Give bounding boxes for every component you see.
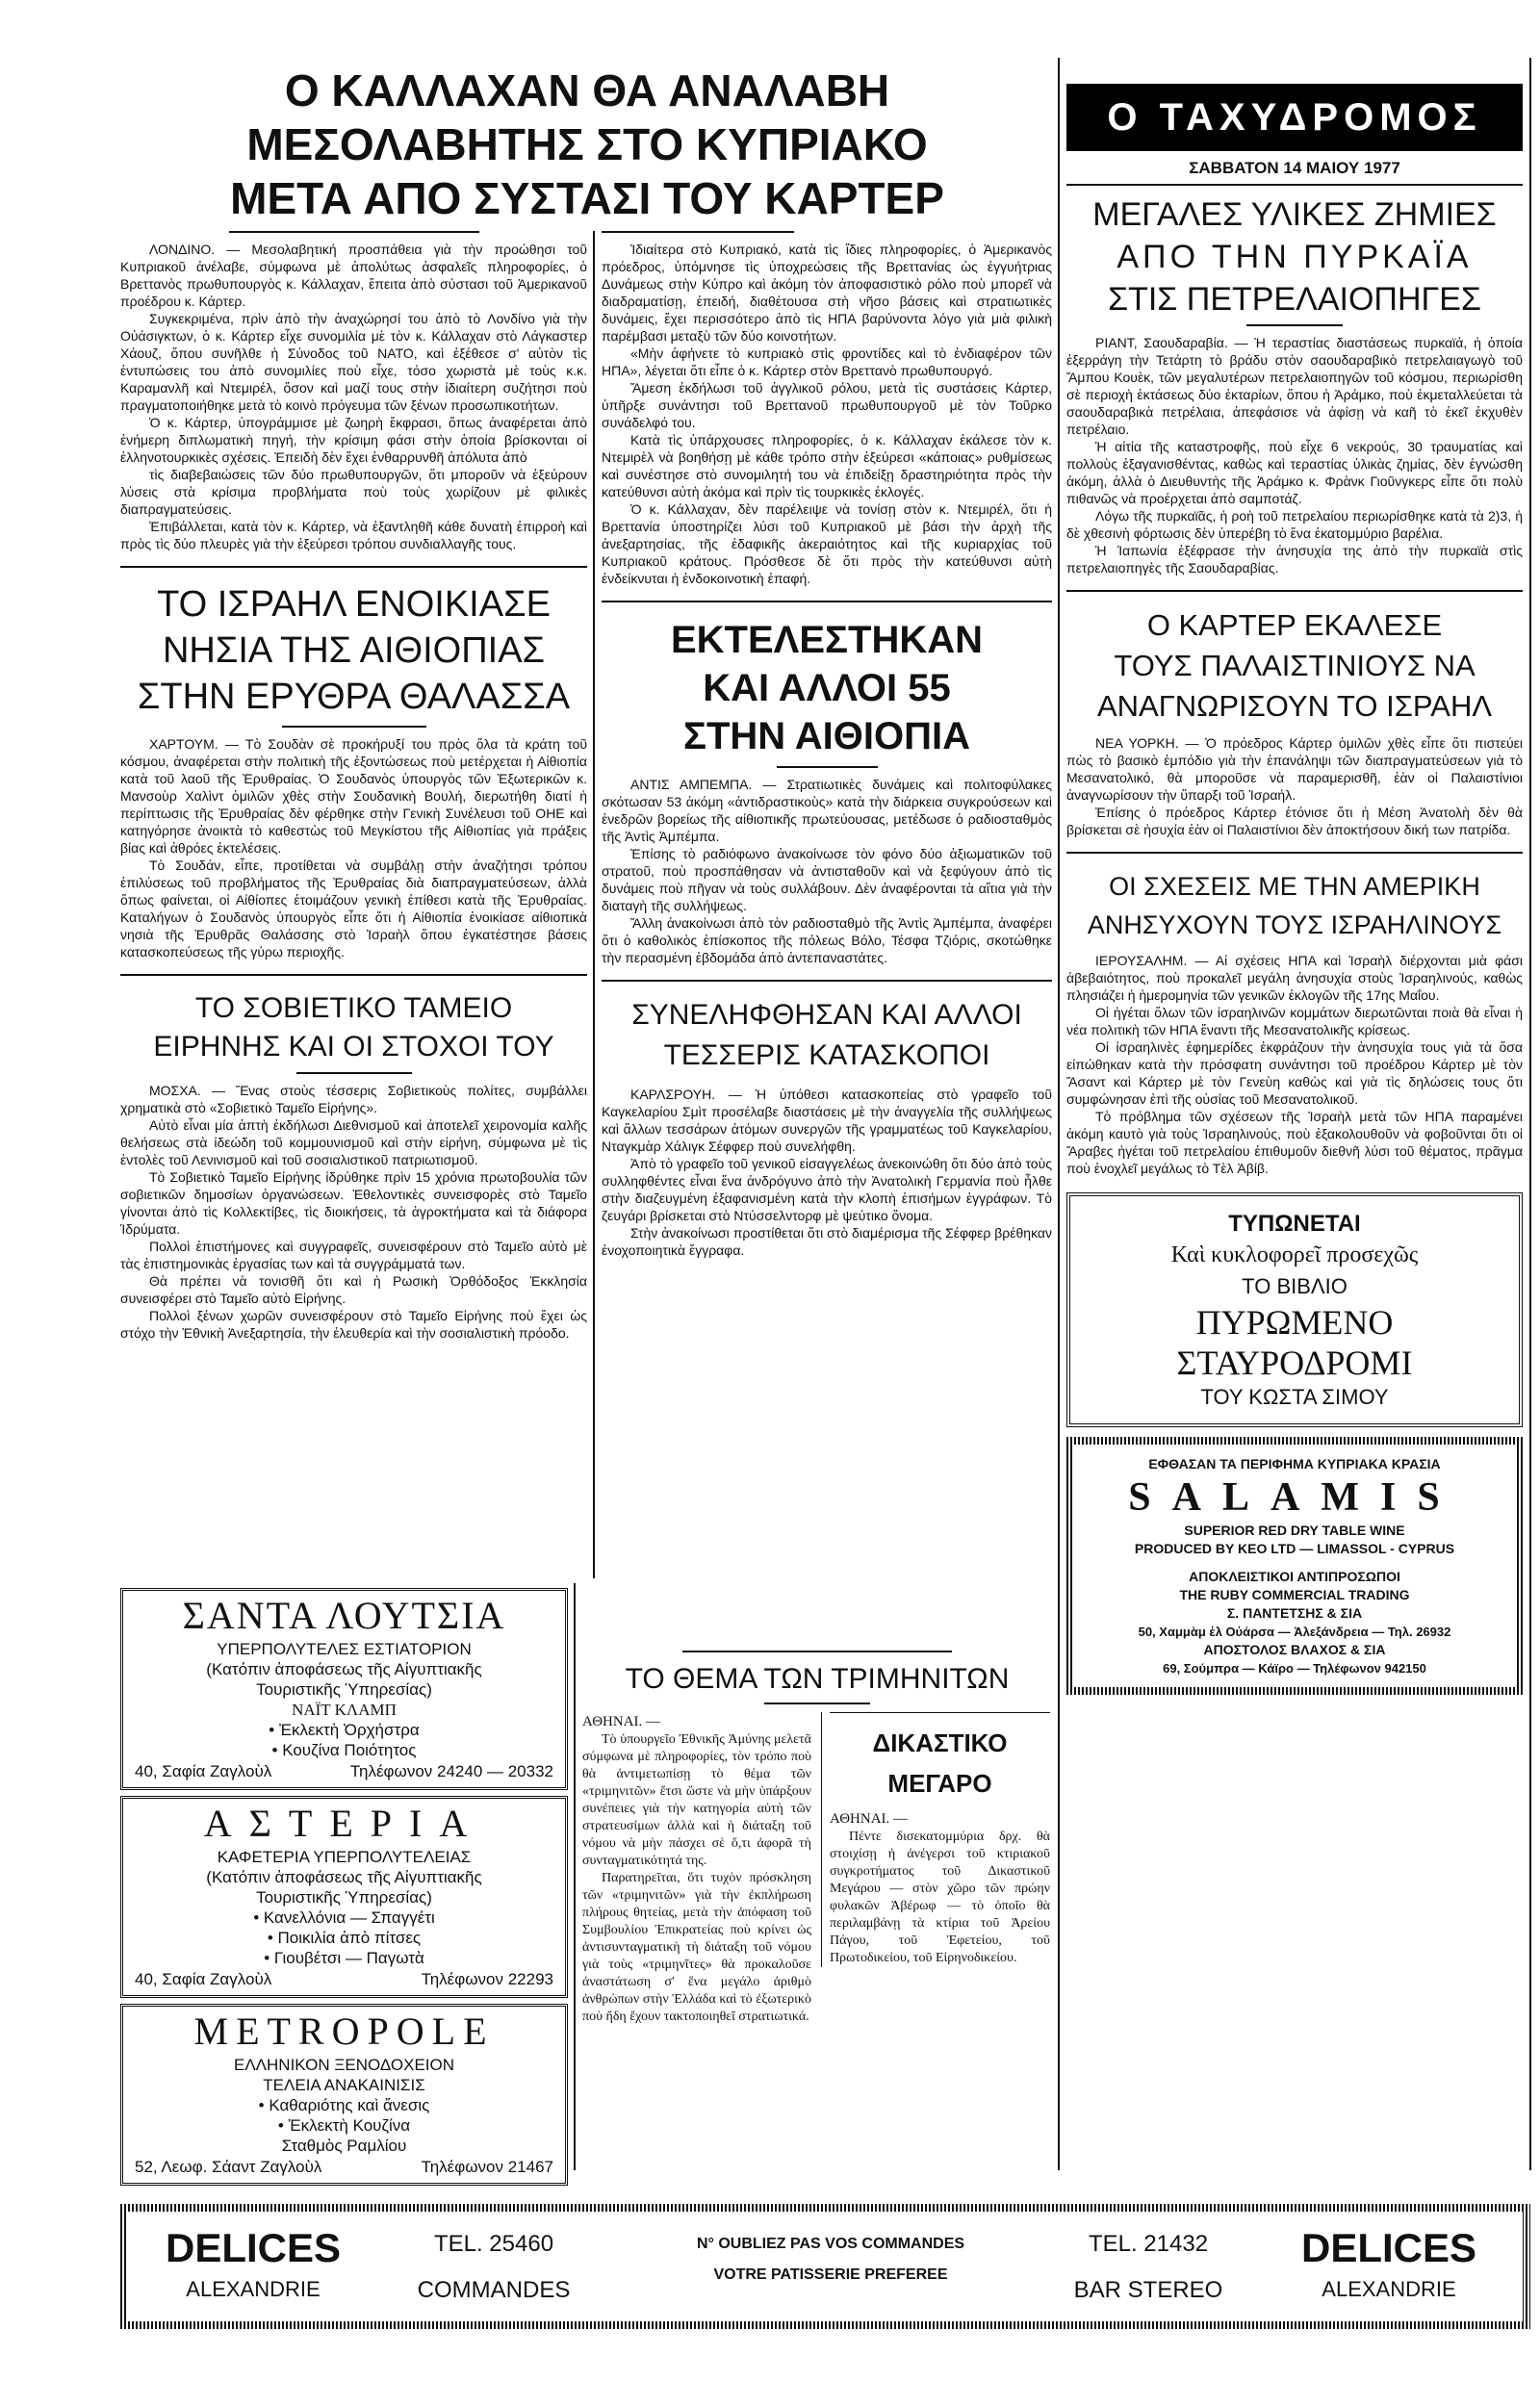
delices-left bbox=[147, 2223, 359, 2306]
headline-line: ΜΕΓΑΛΕΣ ΥΛΙΚΕΣ ΖΗΜΙΕΣ bbox=[1092, 196, 1497, 233]
paragraph: ΝΕΑ ΥΟΡΚΗ. — Ὁ πρόεδρος Κάρτερ ὁμιλῶν χθὲς εἶπε ὅτι πιστεύει πὼς τὸ βασικὸ ἐμπόδιο γιὰ τὴν ἐπανάληψι τῶν διαπραγματεύσεων γιὰ τὸ Μεσανατολικό, θὰ μποροῦσε νὰ παραμερισθῆ, ἐὰν οἱ Παλαιστίνιοι ἀναγνωρίσουν τὴν ὕπαρξι τοῦ Ἰσραήλ. bbox=[1066, 735, 1523, 803]
paragraph: Κατὰ τὶς ὑπάρχουσες πληροφορίες, ὁ κ. Κάλλαχαν ἐκάλεσε τὸν κ. Ντεμιρὲλ νὰ βοηθήσῃ μὲ κάθε τρόπο στὴν ἐξεύρεσι «κάποιας» ρυθμίσεως καὶ συνέστησε στὸ συνομιλητή του νὰ ἐπιδείξῃ δραστηριότητα πρὸς τὴν κατεύθυνσι αὐτὴ ἀκόμα καὶ πρὶν τὶς τουρκικὲς ἐκλογές. bbox=[602, 432, 1052, 499]
israel-lease-body bbox=[120, 735, 587, 960]
courthouse-headline bbox=[830, 1723, 1050, 1804]
ad-line: • Κανελλόνια — Σπαγγέτι bbox=[253, 1908, 435, 1927]
divider bbox=[830, 1712, 1050, 1713]
trimhnites-headline: ΤΟ ΘΕΜΑ ΤΩΝ ΤΡΙΜΗΝΙΤΩΝ bbox=[625, 1663, 1010, 1695]
paragraph: Τὸ πρόβλημα τῶν σχέσεων τῆς Ἰσραὴλ μετὰ τῶν ΗΠΑ παραμένει ἀκόμη καυτὸ γιὰ τοὺς Ἰσραηλινούς, ποὺ ἐξακολουθοῦν νὰ φοβοῦνται ὅτι οἱ Ἄραβες ἡγέται τοῦ πετρελαίου ἐπιθυμοῦν διεθνῆ λύσι τοῦ θέματος, πρᾶγμα ποὺ ἐνοχλεῖ μεγάλως τὸ Τὲλ Ἀβίβ. bbox=[1066, 1109, 1523, 1176]
ad-phone: TEL. 21432 bbox=[1088, 2231, 1209, 2257]
salamis-wine-ad bbox=[1066, 1437, 1523, 1695]
ad-line: VOTRE PATISSERIE PREFEREE bbox=[713, 2266, 948, 2283]
ad-title: ΣΑΝΤΑ ΛΟΥΤΣΙΑ bbox=[182, 1594, 506, 1637]
lower-middle bbox=[582, 1651, 1052, 2026]
soviet-fund-headline bbox=[120, 989, 587, 1066]
divider bbox=[602, 231, 794, 233]
headline-line: Ο ΚΑΡΤΕΡ ΕΚΑΛΕΣΕ bbox=[1146, 608, 1443, 642]
ad-phone: Τηλέφωνον 22293 bbox=[421, 1970, 553, 1988]
santa-lucia-ad bbox=[120, 1588, 568, 1790]
callaghan-body-part2 bbox=[602, 241, 1052, 587]
ad-line: ΝΑΪΤ ΚΛΑΜΠ bbox=[292, 1701, 397, 1719]
us-relations-headline bbox=[1066, 867, 1523, 944]
metropole-ad bbox=[120, 2004, 568, 2186]
callaghan-headline bbox=[120, 64, 1054, 225]
column-divider bbox=[1058, 58, 1060, 2170]
headline-line: ΣΥΝΕΛΗΦΘΗΣΑΝ ΚΑΙ ΑΛΛΟΙ bbox=[631, 999, 1022, 1031]
ad-address: 40, Σαφία Ζαγλοὺλ bbox=[135, 1762, 272, 1780]
ad-line: BAR STEREO bbox=[1073, 2277, 1223, 2303]
ad-phone: Τηλέφωνον 24240 — 20332 bbox=[349, 1762, 553, 1780]
headline-line: Ο ΚΑΛΛΑΧΑΝ ΘΑ ΑΝΑΛΑΒΗ bbox=[284, 65, 890, 115]
ad-line: SUPERIOR RED DRY TABLE WINE bbox=[1184, 1523, 1405, 1538]
ad-line: ΥΠΕΡΠΟΛΥΤΕΛΕΣ ΕΣΤΙΑΤΟΡΙΟΝ bbox=[217, 1640, 472, 1658]
paragraph: Συγκεκριμένα, πρὶν ἀπὸ τὴν ἀναχώρησί του ἀπὸ τὸ Λονδίνο γιὰ τὴν Οὐάσιγκτων, ὁ κ. Κάρτερ εἶχε συνομιλία μὲ τὸν κ. Κάλλαχαν στὸ Λάγκαστερ Χάουζ, ὅπου συνῆλθε ἡ Σύνοδος τοῦ ΝΑΤΟ, καὶ ἐξέθεσε σ' αὐτὸν τὶς ἐντυπώσεις του ἀπὸ συνομιλίες ποὺ εἶχε, τόσο χωριστὰ μὲ τοὺς κ.κ. Καραμανλῆ καὶ Ντεμιρέλ, ὅσον καὶ μαζί τους στὴν ἰδιαίτερη συζήτησι ποὺ πραγματοποιήθηκε μετὰ τὸ κοινὸ πρόγευμα τῶν ξένων προσωπικοτήτων. bbox=[120, 311, 587, 413]
paragraph: Ὁ κ. Κάλλαχαν, δὲν παρέλειψε νὰ τονίσῃ στὸν κ. Ντεμιρέλ, ὅτι ἡ Βρεττανία ὑποστηρίζει λύσι τοῦ Κυπριακοῦ μὲ βάσι τὴν ἀρχὴ τῆς ἀνεξαρτησίας, τῆς ἐδαφικῆς ἀκεραιότητος καὶ τῆς κυριαρχίας τοῦ Κυπριακοῦ κράτους. Πρόσθεσε δὲ ὅτι πρὸς τὴν κατεύθυνσι αὐτὴ ἐνδείκνυται ἡ ἐνδοκοινοτικὴ ἐπαφή. bbox=[602, 501, 1052, 586]
delices-tel2 bbox=[1052, 2229, 1245, 2306]
paragraph: Ἀπὸ τὸ γραφεῖο τοῦ γενικοῦ εἰσαγγελέως ἀνεκοινώθη ὅτι δύο ἀπὸ τοὺς συλληφθέντες εἶναι ἕνα ἀνδρόγυνο ἀπὸ τὴν Ἀνατολικὴ Γερμανία ποὺ ἦλθε στὴν διαζευγμένη ἐξαφανισμένη κατὰ τὴν κλοπὴ ἐπισήμων ἐγγράφων. Τὸ ζευγάρι βρίσκεται στὸ Ντύσσελντορφ μὲ ψεύτικο ὄνομα. bbox=[602, 1156, 1052, 1223]
ad-line: ΤΟ ΒΙΒΛΙΟ bbox=[1242, 1274, 1348, 1298]
page-border bbox=[1529, 58, 1531, 2170]
ad-line: ΕΦΘΑΣΑΝ ΤΑ ΠΕΡΙΦΗΜΑ ΚΥΠΡΙΑΚΑ ΚΡΑΣΙΑ bbox=[1148, 1456, 1441, 1472]
ad-brand: DELICES bbox=[165, 2225, 342, 2270]
headline-line: ΤΕΣΣΕΡΙΣ ΚΑΤΑΣΚΟΠΟΙ bbox=[663, 1039, 990, 1071]
paragraph: Παρατηρεῖται, ὅτι τυχὸν πρόσκληση τῶν «τριμηνιτῶν» γιὰ τὴν ἐκπλήρωση πλήρους θητείας, μετὰ τὴν ἀπόφαση τοῦ Συμβουλίου Ἐπικρατείας ποὺ κρίνει ὡς ἀντισυνταγματικὴ τὴ διάταξη τοῦ νόμου γιὰ τοὺς «τριμηνῖτες» θὰ προκαλοῦσε ἀναστάτωση σ' ἕνα μεγάλο ἀριθμὸ ἀνθρώπων στὴν Ἑλλάδα καὶ τὸ ἐξωτερικὸ ποὺ ἤδη ἔχουν τακτοποιηθεῖ στρατιωτικά. bbox=[582, 1871, 811, 2024]
ad-title: ΑΣΤΕΡΙΑ bbox=[203, 1802, 485, 1845]
ad-line: (Κατόπιν ἀποφάσεως τῆς Αἰγυπτιακῆς bbox=[206, 1660, 482, 1678]
headline-line: ΣΤΗΝ ΕΡΥΘΡΑ ΘΑΛΑΣΣΑ bbox=[137, 677, 571, 717]
ad-line: Σ. ΠΑΝΤΕΤΣΗΣ & ΣΙΑ bbox=[1226, 1605, 1363, 1621]
paragraph: τὶς διαβεβαιώσεις τῶν δύο πρωθυπουργῶν, ὅτι μποροῦν νὰ ἐξεύρουν λύσεις στὰ κρίσιμα προβλήματα ποὺ τοὺς χωρίζουν μὲ φιλικὲς διαπραγματεύσεις. bbox=[120, 467, 587, 517]
soviet-fund-body bbox=[120, 1082, 587, 1342]
book-author: ΤΟΥ ΚΩΣΤΑ ΣΙΜΟΥ bbox=[1200, 1385, 1389, 1409]
paragraph: Πέντε δισεκατομμύρια δρχ. θὰ στοιχίσῃ ἡ ἀνέγερσι τοῦ κτιριακοῦ συγκροτήματος τοῦ Δικαστικοῦ Μεγάρου — στὸν χῶρο τῶν πρώην φυλακῶν Ἀβέρωφ — τὸ ὁποῖο θὰ περιλαμβάνῃ τὰ κτίρια τοῦ Ἀρείου Πάγου, τοῦ Ἐφετείου, τοῦ Πρωτοδικείου, τοῦ Εἰρηνοδικείου. bbox=[830, 1830, 1050, 1965]
ad-line: • Ἐκλεκτὴ Ὀρχήστρα bbox=[269, 1721, 420, 1739]
divider bbox=[1246, 324, 1343, 326]
spies-headline bbox=[602, 995, 1052, 1076]
paragraph: Τὸ Σοβιετικὸ Ταμεῖο Εἰρήνης ἱδρύθηκε πρὶν 15 χρόνια πρωτοβουλία τῶν σοβιετικῶν δημοσίων ὀργανώσεων. Ἐθελοντικὲς συνεισφορὲς στὸ Ταμεῖο γίνονται ἀπὸ τὶς Κολλεκτίβες, τὶς διοικήσεις, τὰ ἀγροκτήματα καὶ τὰ διάφορα Ἱδρύματα. bbox=[120, 1169, 587, 1237]
headline-line: ΜΕΓΑΡΟ bbox=[887, 1769, 992, 1798]
headline-line: ΕΙΡΗΝΗΣ ΚΑΙ ΟΙ ΣΤΟΧΟΙ ΤΟΥ bbox=[153, 1031, 554, 1062]
courthouse-body bbox=[830, 1829, 1050, 1967]
headline-line: ΤΟ ΙΣΡΑΗΛ ΕΝΟΙΚΙΑΣΕ bbox=[157, 584, 551, 625]
ad-line: Καὶ κυκλοφορεῖ προσεχῶς bbox=[1170, 1242, 1419, 1267]
divider bbox=[296, 1072, 412, 1074]
headline-line: ΜΕΣΟΛΑΒΗΤΗΣ ΣΤΟ ΚΥΠΡΙΑΚΟ bbox=[246, 119, 928, 169]
paragraph: Ἰδιαίτερα στὸ Κυπριακό, κατὰ τὶς ἴδιες πληροφορίες, ὁ Ἀμερικανὸς πρόεδρος, ὑπόμνησε τὶς ὑποχρεώσεις τῆς Βρεττανίας ὡς ἐγγυήτριας Δυνάμεως στὴν Κύπρο καὶ ἀκόμη τὸν ἀποφασιστικὸ ρόλο ποὺ μπορεῖ νὰ διαδραματίσῃ, ἐπειδή, διαθέτουσα στὴ νῆσο βάσεις καὶ στρατιωτικὲς δυνάμεις, ἔχει περισσότερο ἀπὸ τὶς ΗΠΑ βαρύνοντα λόγο γιὰ μιὰ φιλικὴ παρέμβασι μεταξὺ τῶν δύο κοινοτήτων. bbox=[602, 242, 1052, 344]
paragraph: Ἐπίσης τὸ ραδιόφωνο ἀνακοίνωσε τὸν φόνο δύο ἀξιωματικῶν τοῦ στρατοῦ, ποὺ προσπάθησαν νὰ ἀντισταθοῦν καὶ νὰ ξεφύγουν ἀπὸ τὶς δυνάμεις ποὺ πῆγαν νὰ τοὺς συλλάβουν. Δὲν ἀναφέρονται τὰ αἴτια γιὰ τὴν διαταγὴ τῆς συλλήψεως. bbox=[602, 846, 1052, 913]
asteria-ad bbox=[120, 1796, 568, 1998]
divider bbox=[764, 1703, 870, 1704]
ethiopia-headline bbox=[602, 616, 1052, 760]
headline-line: ΤΟ ΣΟΒΙΕΤΙΚΟ ΤΑΜΕΙΟ bbox=[194, 992, 513, 1024]
ad-brand: DELICES bbox=[1300, 2225, 1477, 2270]
israel-lease-headline bbox=[120, 581, 587, 720]
divider bbox=[282, 726, 426, 728]
ad-line: N° OUBLIEZ PAS VOS COMMANDES bbox=[696, 2236, 965, 2252]
dateline: ΑΘΗΝΑΙ. — bbox=[582, 1714, 661, 1729]
ad-line: ΚΑΦΕΤΕΡΙΑ ΥΠΕΡΠΟΛΥΤΕΛΕΙΑΣ bbox=[217, 1848, 472, 1866]
ad-address: 40, Σαφία Ζαγλοὺλ bbox=[135, 1970, 272, 1988]
paragraph: Αὐτὸ εἶναι μία ἀπτὴ ἐκδήλωσι Διεθνισμοῦ καὶ ἀποτελεῖ χειρονομία καλῆς θελήσεως στὰ ἰδεώδη τοῦ κομμουνισμοῦ καὶ στὴν εἰρήνη, σύμφωνα μὲ τὶς ἐντολὲς τοῦ Λενινισμοῦ καὶ τοῦ σοσιαλιστικοῦ πατριωτισμοῦ. bbox=[120, 1117, 587, 1167]
ad-line: ALEXANDRIE bbox=[1322, 2277, 1456, 2301]
divider bbox=[1066, 184, 1523, 186]
ad-line: ΕΛΛΗΝΙΚΟΝ ΞΕΝΟΔΟΧΕΙΟΝ bbox=[233, 2056, 455, 2074]
left-column bbox=[120, 231, 587, 1342]
ad-phone: Τηλέφωνον 21467 bbox=[421, 2158, 553, 2176]
headline-line: ΕΚΤΕΛΕΣΤΗΚΑΝ bbox=[670, 619, 984, 661]
ad-line: PRODUCED BY KEO LTD — LIMASSOL - CYPRUS bbox=[1134, 1541, 1455, 1556]
paragraph: Τὸ Σουδάν, εἶπε, προτίθεται νὰ συμβάλῃ στὴν ἀναζήτησι τρόπου ἐπιλύσεως τοῦ προβλήματος τῆς Ἐρυθραίας διὰ διαπραγματεύσεων, ἀλλὰ ὅπως φαίνεται, οἱ Αἰθίοπες ἑτοιμάζουν γενικὴ ἐπίθεσι κατὰ τῆς Ἐρυθραίας. Καταλήγων ὁ Σουδανὸς ὑπουργὸς εἶπε ὅτι ἡ Αἰθιοπία ἐνοικίασε αἰθιοπικὰ νησιὰ τῆς Ἐρυθρᾶς Θαλάσσης στὸ Ἰσραὴλ ὅπου ἐγκατέστησε βάσεις κατασκοπεύσεως τῆς γύρω περιοχῆς. bbox=[120, 858, 587, 960]
divider bbox=[777, 766, 878, 768]
paragraph: «Μὴν ἀφήνετε τὸ κυπριακὸ στὶς φροντίδες καὶ τὸ ἐνδιαφέρον τῶν ΗΠΑ», λέγεται ὅτι εἶπε ὁ κ. Κάρτερ στὸν Βρεττανὸ πρωθυπουργό. bbox=[602, 346, 1052, 378]
paragraph: Ἄλλη ἀνακοίνωσι ἀπὸ τὸν ραδιοσταθμὸ τῆς Ἀντὶς Ἀμπέμπα, ἀναφέρει ὅτι ὁ καθολικὸς ἐπίσκοπος τῆς πόλεως Βόλο, Τέσφα Τζιόρις, σκοτώθηκε τὴν περασμένη ἑβδομάδα ἀπὸ ἀντεπαναστάτες. bbox=[602, 915, 1052, 965]
paragraph: Οἱ ἡγέται ὅλων τῶν ἰσραηλινῶν κομμάτων διερωτῶνται ποιὰ θὰ εἶναι ἡ νέα πολιτικὴ τῶν ΗΠΑ ἔναντι τῆς Μεσανατολικῆς κρίσεως. bbox=[1066, 1005, 1523, 1037]
headline-line: ΔΙΚΑΣΤΙΚΟ bbox=[872, 1728, 1008, 1757]
headline-line: ΜΕΤΑ ΑΠΟ ΣΥΣΤΑΣΙ ΤΟΥ ΚΑΡΤΕΡ bbox=[230, 173, 944, 223]
issue-date: ΣΑΒΒΑΤΟΝ 14 ΜΑΙΟΥ 1977 bbox=[1189, 159, 1400, 177]
book-title: ΠΥΡΩΜΕΝΟ bbox=[1195, 1303, 1394, 1342]
paragraph: ΙΕΡΟΥΣΑΛΗΜ. — Αἱ σχέσεις ΗΠΑ καὶ Ἰσραὴλ διέρχονται μιὰ φάσι ἀβεβαιότητος, ποὺ προκαλεῖ μεγάλη ἀνησυχία στοὺς Ἰσραηλινούς, καθὼς πλησιάζει ἡ ἡμερομηνία τῶν γενικῶν ἐκλογῶν τῆς 17ης Μαΐου. bbox=[1066, 953, 1523, 1003]
paragraph: Πολλοὶ ξένων χωρῶν συνεισφέρουν στὸ Ταμεῖο Εἰρήνης ποὺ ἔχει ὡς στόχο τὴν Ἐθνικὴ Ἀνεξαρτησία, τὴν ἐλευθερία καὶ τὴν σοσιαλιστικὴ πρόοδο. bbox=[120, 1308, 587, 1341]
palestinians-headline bbox=[1066, 605, 1523, 727]
ad-title: METROPOLE bbox=[193, 2010, 495, 2053]
divider bbox=[682, 1651, 952, 1652]
delices-tel1 bbox=[388, 2229, 600, 2306]
ad-line: THE RUBY COMMERCIAL TRADING bbox=[1179, 1587, 1410, 1602]
column-divider bbox=[593, 231, 595, 1578]
paragraph: Λόγω τῆς πυρκαϊᾶς, ἡ ροὴ τοῦ πετρελαίου περιωρίσθηκε κατὰ τὰ 2)3, ἡ δὲ χθεσινὴ φόρτωσις δὲν ὑπερέβη τὸ ἕνα ἑκατομμύριο βαρέλια. bbox=[1066, 508, 1523, 541]
paragraph: Οἱ ἰσραηλινὲς ἐφημερίδες ἐκφράζουν τὴν ἀνησυχία τους γιὰ τὰ ὅσα εἰπώθηκαν κατὰ τὴν πρόσφατη συνάντησι τοῦ προέδρου Κάρτερ μὲ τὸν Ἄσαντ καὶ Κάρτερ μὲ τὸν Γενεὺη καθὼς καὶ γιὰ τὶς δηλώσεις τους ὅτι συμφώνησαν ἐπὶ τῆς οὐσίας τοῦ Μεσανατολικοῦ. bbox=[1066, 1039, 1523, 1107]
divider bbox=[229, 231, 479, 233]
left-ads bbox=[120, 1588, 568, 2186]
ethiopia-body bbox=[602, 776, 1052, 966]
headline-line: ΣΤΗΝ ΑΙΘΙΟΠΙΑ bbox=[682, 715, 971, 757]
paragraph: Πολλοὶ ἐπιστήμονες καὶ συγγραφεῖς, συνεισφέρουν στὸ Ταμεῖο αὐτὸ μὲ τὰς ἐπιστημονικὰς ἐργασίας των καὶ τὰ συγγράμματά των. bbox=[120, 1239, 587, 1271]
delices-right bbox=[1283, 2223, 1495, 2306]
courthouse-box bbox=[821, 1712, 1050, 1967]
headline-line: ΣΤΙΣ ΠΕΤΡΕΛΑΙΟΠΗΓΕΣ bbox=[1108, 281, 1481, 318]
us-relations-body bbox=[1066, 952, 1523, 1177]
paragraph: Ἐπίσης ὁ πρόεδρος Κάρτερ ἐτόνισε ὅτι ἡ Μέση Ἀνατολὴ δὲν θὰ βρίσκεται σὲ ἡσυχία ἐὰν οἱ Παλαιστίνιοι δὲν ἀποκτήσουν δική των πατρίδα. bbox=[1066, 805, 1523, 837]
paragraph: Στὴν ἀνακοίνωσι προστίθεται ὅτι στὸ διαμέρισμα τῆς Σέφφερ βρέθηκαν ἐνοχοποιητικὰ ἔγγραφα. bbox=[602, 1225, 1052, 1258]
paragraph: Ἐπιβάλλεται, κατὰ τὸν κ. Κάρτερ, νὰ ἐξαντληθῆ κάθε δυνατὴ ἐπιρροὴ καὶ πρὸς τὶς δύο πλευρὲς γιὰ τὴν ἐξεύρεσι τρόπου συνδιαλλαγῆς τους. bbox=[120, 519, 587, 551]
ad-phone: TEL. 25460 bbox=[433, 2231, 554, 2257]
ad-line: 69, Σούμπρα — Κάϊρο — Τηλέφωνον 942150 bbox=[1163, 1661, 1426, 1676]
ad-line: Τουριστικῆς Ὑπηρεσίας) bbox=[256, 1680, 432, 1699]
ad-line: Σταθμὸς Ραμλίου bbox=[281, 2137, 407, 2155]
headline-line: ΚΑΙ ΑΛΛΟΙ 55 bbox=[703, 667, 951, 709]
paragraph: Ἡ Ἰαπωνία ἐξέφρασε τὴν ἀνησυχία της ἀπὸ τὴν πυρκαϊὰ στὶς πετρελαιοπηγὲς τῆς Σαουδαραβίας. bbox=[1066, 543, 1523, 576]
headline-line: ΝΗΣΙΑ ΤΗΣ ΑΙΘΙΟΠΙΑΣ bbox=[162, 630, 546, 671]
ad-address: 52, Λεωφ. Σάαντ Ζαγλοὺλ bbox=[135, 2158, 322, 2176]
middle-column bbox=[602, 231, 1052, 1259]
paragraph: Ἄμεση ἐκδήλωσι τοῦ ἀγγλικοῦ ρόλου, μετὰ τὶς συστάσεις Κάρτερ, ὑπῆρξε συνάντησι τοῦ Βρεττανοῦ πρωθυπουργοῦ μὲ τὸν Τοῦρκο συνάδελφό του. bbox=[602, 380, 1052, 430]
ad-line: • Γιουβέτσι — Παγωτὰ bbox=[264, 1949, 424, 1967]
oil-fire-headline bbox=[1066, 193, 1523, 320]
dateline: ΑΘΗΝΑΙ. — bbox=[830, 1811, 909, 1827]
ad-brand: SALAMIS bbox=[1128, 1475, 1461, 1520]
paragraph: ΡΙΑΝΤ, Σαουδαραβία. — Ἡ τεραστίας διαστάσεως πυρκαϊά, ἡ ὁποία ἐξερράγη τὴν Τετάρτη τὸ βράδυ στὸν σαουδαραβικὸ πετρελαιαγωγὸ τοῦ Ἄμπου Κουὲκ, τῶν μεγαλυτέρων πετρελαιοπηγῶν τοῦ κόσμου, περιωρίσθη σὲ περιοχὴ ἐκτάσεως δύο ἐκταρίων, ὅπου ἡ Ἀράμκο, ποὺ ἐκμεταλλεύεται τὰ σαουδαραβικὰ πετρέλαια, ἀπεφάσισε νὰ ἀφίσῃ νὰ καῆ τὸ ἐκεῖ ἐκχυθὲν πετρέλαιο. bbox=[1066, 335, 1523, 437]
ad-line: ΤΕΛΕΙΑ ΑΝΑΚΑΙΝΙΣΙΣ bbox=[263, 2076, 425, 2094]
ad-line: • Ποικιλία ἀπὸ πίτσες bbox=[267, 1929, 422, 1947]
ad-line: Τουριστικῆς Ὑπηρεσίας) bbox=[256, 1888, 432, 1907]
book-ad bbox=[1066, 1192, 1523, 1427]
oil-fire-body bbox=[1066, 334, 1523, 576]
ad-line: • Κουζίνα Ποιότητος bbox=[271, 1741, 417, 1759]
ad-line: ΑΠΟΣΤΟΛΟΣ ΒΛΑΧΟΣ & ΣΙΑ bbox=[1203, 1642, 1386, 1657]
delices-slogan bbox=[648, 2233, 1014, 2287]
paragraph: ΧΑΡΤΟΥΜ. — Τὸ Σουδὰν σὲ προκήρυξί του πρὸς ὅλα τὰ κράτη τοῦ κόσμου, ἀναφέρεται στὴν πολιτικὴ τῆς ἐξοντώσεως ποὺ μετέρχεται ἡ Αἰθιοπία κατὰ τοῦ λαοῦ τῆς Ἐρυθραίας. Ὁ Σουδανὸς ὑπουργὸς τῶν Ἐξωτερικῶν κ. Μανσοὺρ Χαλὶντ ὁμιλῶν χθὲς στὴν Σουδανικὴ Βουλή, διερωτήθη διατί ἡ περίπτωσις τῆς Ἐρυθραίας δὲν φέρθηκε στὴν Γενικὴ Συνέλευσι τοῦ ΟΗΕ καὶ κατηγόρησε ἀνοικτὰ τὸ καθεστὼς τοῦ Μεγκίστου τῆς Αἰθιοπίας γιὰ πράξεις βίας καὶ ἀθρόες ἐκτελέσεις. bbox=[120, 736, 587, 856]
spies-body bbox=[602, 1086, 1052, 1259]
headline-line: ΤΟΥΣ ΠΑΛΑΙΣΤΙΝΙΟΥΣ ΝΑ bbox=[1114, 649, 1476, 682]
headline-line: ΟΙ ΣΧΕΣΕΙΣ ΜΕ ΤΗΝ ΑΜΕΡΙΚΗ bbox=[1109, 872, 1480, 901]
paragraph: ΑΝΤΙΣ ΑΜΠΕΜΠΑ. — Στρατιωτικὲς δυνάμεις καὶ πολιτοφύλακες σκότωσαν 53 ἀκόμη «ἀντιδραστικοὺς» κατὰ τὴν διάρκεια συγκρούσεων καὶ ἐνεδρῶν βορείως τῆς αἰθιοπικῆς πρωτεύουσας, μετέδωσε ὁ ραδιοσταθμὸς τῆς Ἀντὶς Ἀμπέμπα. bbox=[602, 777, 1052, 844]
paragraph: Ὁ κ. Κάρτερ, ὑπογράμμισε μὲ ζωηρὴ ἔκφρασι, ὅπως ἀναφέρεται ἀπὸ ἐνήμερη διπλωματικὴ πηγή, τὴν κρίσιμη φάσι στὴν ὁποία βρίσκονται οἱ ἑλληνοτουρκικὲς σχέσεις. Ἐπειδὴ δὲν ἔχει ἐνθαρρυνθῆ ἀπόλυτα ἀπὸ bbox=[120, 415, 587, 465]
right-column bbox=[1066, 84, 1523, 1695]
book-title: ΣΤΑΥΡΟΔΡΟΜΙ bbox=[1176, 1344, 1413, 1382]
ad-line: (Κατόπιν ἀποφάσεως τῆς Αἰγυπτιακῆς bbox=[206, 1868, 482, 1886]
column-divider bbox=[574, 1583, 576, 2170]
paragraph: ΚΑΡΛΣΡΟΥΗ. — Ἡ ὑπόθεσι κατασκοπείας στὸ γραφεῖο τοῦ Καγκελαρίου Σμὶτ προσέλαβε διαστάσεις μὲ τὴν ἀναγγελία τῆς συλλήψεως καὶ ἄλλων τεσσάρων ἀτόμων συνεργῶν τῆς γραμματέως τοῦ Καγκελαρίου, Νταγκμὰρ Χάλιγκ Σέφφερ ποὺ συνελήφθη. bbox=[602, 1087, 1052, 1154]
palestinians-body bbox=[1066, 734, 1523, 838]
paragraph: ΛΟΝΔΙΝΟ. — Μεσολαβητική προσπάθεια γιὰ τὴν προώθησι τοῦ Κυπριακοῦ ἀνέλαβε, σύμφωνα μὲ ἀπολύτως ἀσφαλεῖς πληροφορίες, ὁ Βρεττανὸς πρωθυπουργὸς κ. Κάλλαχαν, ἔπειτα ἀπὸ σύστασι τοῦ Ἀμερικανοῦ προέδρου κ. Κάρτερ. bbox=[120, 242, 587, 309]
callaghan-body-part1 bbox=[120, 241, 587, 552]
paragraph: Ἡ αἰτία τῆς καταστροφῆς, ποὺ εἶχε 6 νεκρούς, 30 τραυματίας καὶ πολλοὺς ἐξαγανισθέντας, καθὼς καὶ τεραστίας ὑλικὰς ζημίας, δὲν ἐγνώσθη ἀκόμη, ἀλλὰ ὁ Διευθυντὴς τῆς Ἀράμκο κ. Φρὰνκ Γιοῦνγκερς εἶπε ὅτι πολὺ πιθανῶς νὰ προέρχεται ἀπὸ σαμποτάζ. bbox=[1066, 439, 1523, 506]
ad-line: ΤΥΠΩΝΕΤΑΙ bbox=[1228, 1211, 1361, 1237]
paragraph: Τὸ ὑπουργεῖο Ἐθνικῆς Ἀμύνης μελετᾶ σύμφωνα μὲ πληροφορίες, τὸν τρόπο ποὺ θὰ ἀντιμετωπίσῃ τὸ θέμα τῶν «τριμηνιτῶν» ἔτσι ὥστε νὰ μὴν ὑπάρξουν συνέπειες γιὰ τὴν κατηγορία αὐτὴ τῶν στρατευσίμων ἀλλὰ καὶ ἡ διάταξη τοῦ νόμου νὰ μὴν πάσχει σὲ ὅ,τι ἀφορᾶ τὴ συνταγματικότητά της. bbox=[582, 1732, 811, 1868]
headline-line: ΑΝΑΓΝΩΡΙΣΟΥΝ ΤΟ ΙΣΡΑΗΛ bbox=[1096, 689, 1493, 723]
paragraph: ΜΟΣΧΑ. — Ἕνας στοὺς τέσσερις Σοβιετικοὺς πολίτες, συμβάλλει χρηματικὰ στὸ «Σοβιετικὸ Ταμεῖο Εἰρήνης». bbox=[120, 1083, 587, 1115]
ad-line: • Καθαριότης καὶ ἄνεσις bbox=[258, 2096, 430, 2114]
paragraph: Θὰ πρέπει νὰ τονισθῆ ὅτι καὶ ἡ Ρωσικὴ Ὀρθόδοξος Ἐκκλησία συνεισφέρει στὸ Ταμεῖο αὐτὸ Εἰρήνης. bbox=[120, 1273, 587, 1306]
ad-line: COMMANDES bbox=[417, 2277, 571, 2303]
ad-line: 50, Χαμμὰμ ἐλ Οὐάρσα — Ἀλεξάνδρεια — Τηλ. 26932 bbox=[1138, 1625, 1451, 1639]
ad-line: • Ἐκλεκτὴ Κουζίνα bbox=[277, 2116, 411, 2135]
newspaper-masthead: Ο ΤΑΧΥΔΡΟΜΟΣ bbox=[1066, 84, 1523, 151]
headline-line: ΑΝΗΣΥΧΟΥΝ ΤΟΥΣ ΙΣΡΑΗΛΙΝΟΥΣ bbox=[1087, 910, 1502, 939]
ad-line: ΑΠΟΚΛΕΙΣΤΙΚΟΙ ΑΝΤΙΠΡΟΣΩΠΟΙ bbox=[1189, 1569, 1400, 1584]
ad-line: ALEXANDRIE bbox=[186, 2277, 321, 2301]
headline-line: ΑΠΟ ΤΗΝ ΠΥΡΚΑΪΑ bbox=[1116, 239, 1473, 275]
delices-ad bbox=[120, 2204, 1530, 2329]
trimhnites-body bbox=[582, 1731, 811, 2026]
